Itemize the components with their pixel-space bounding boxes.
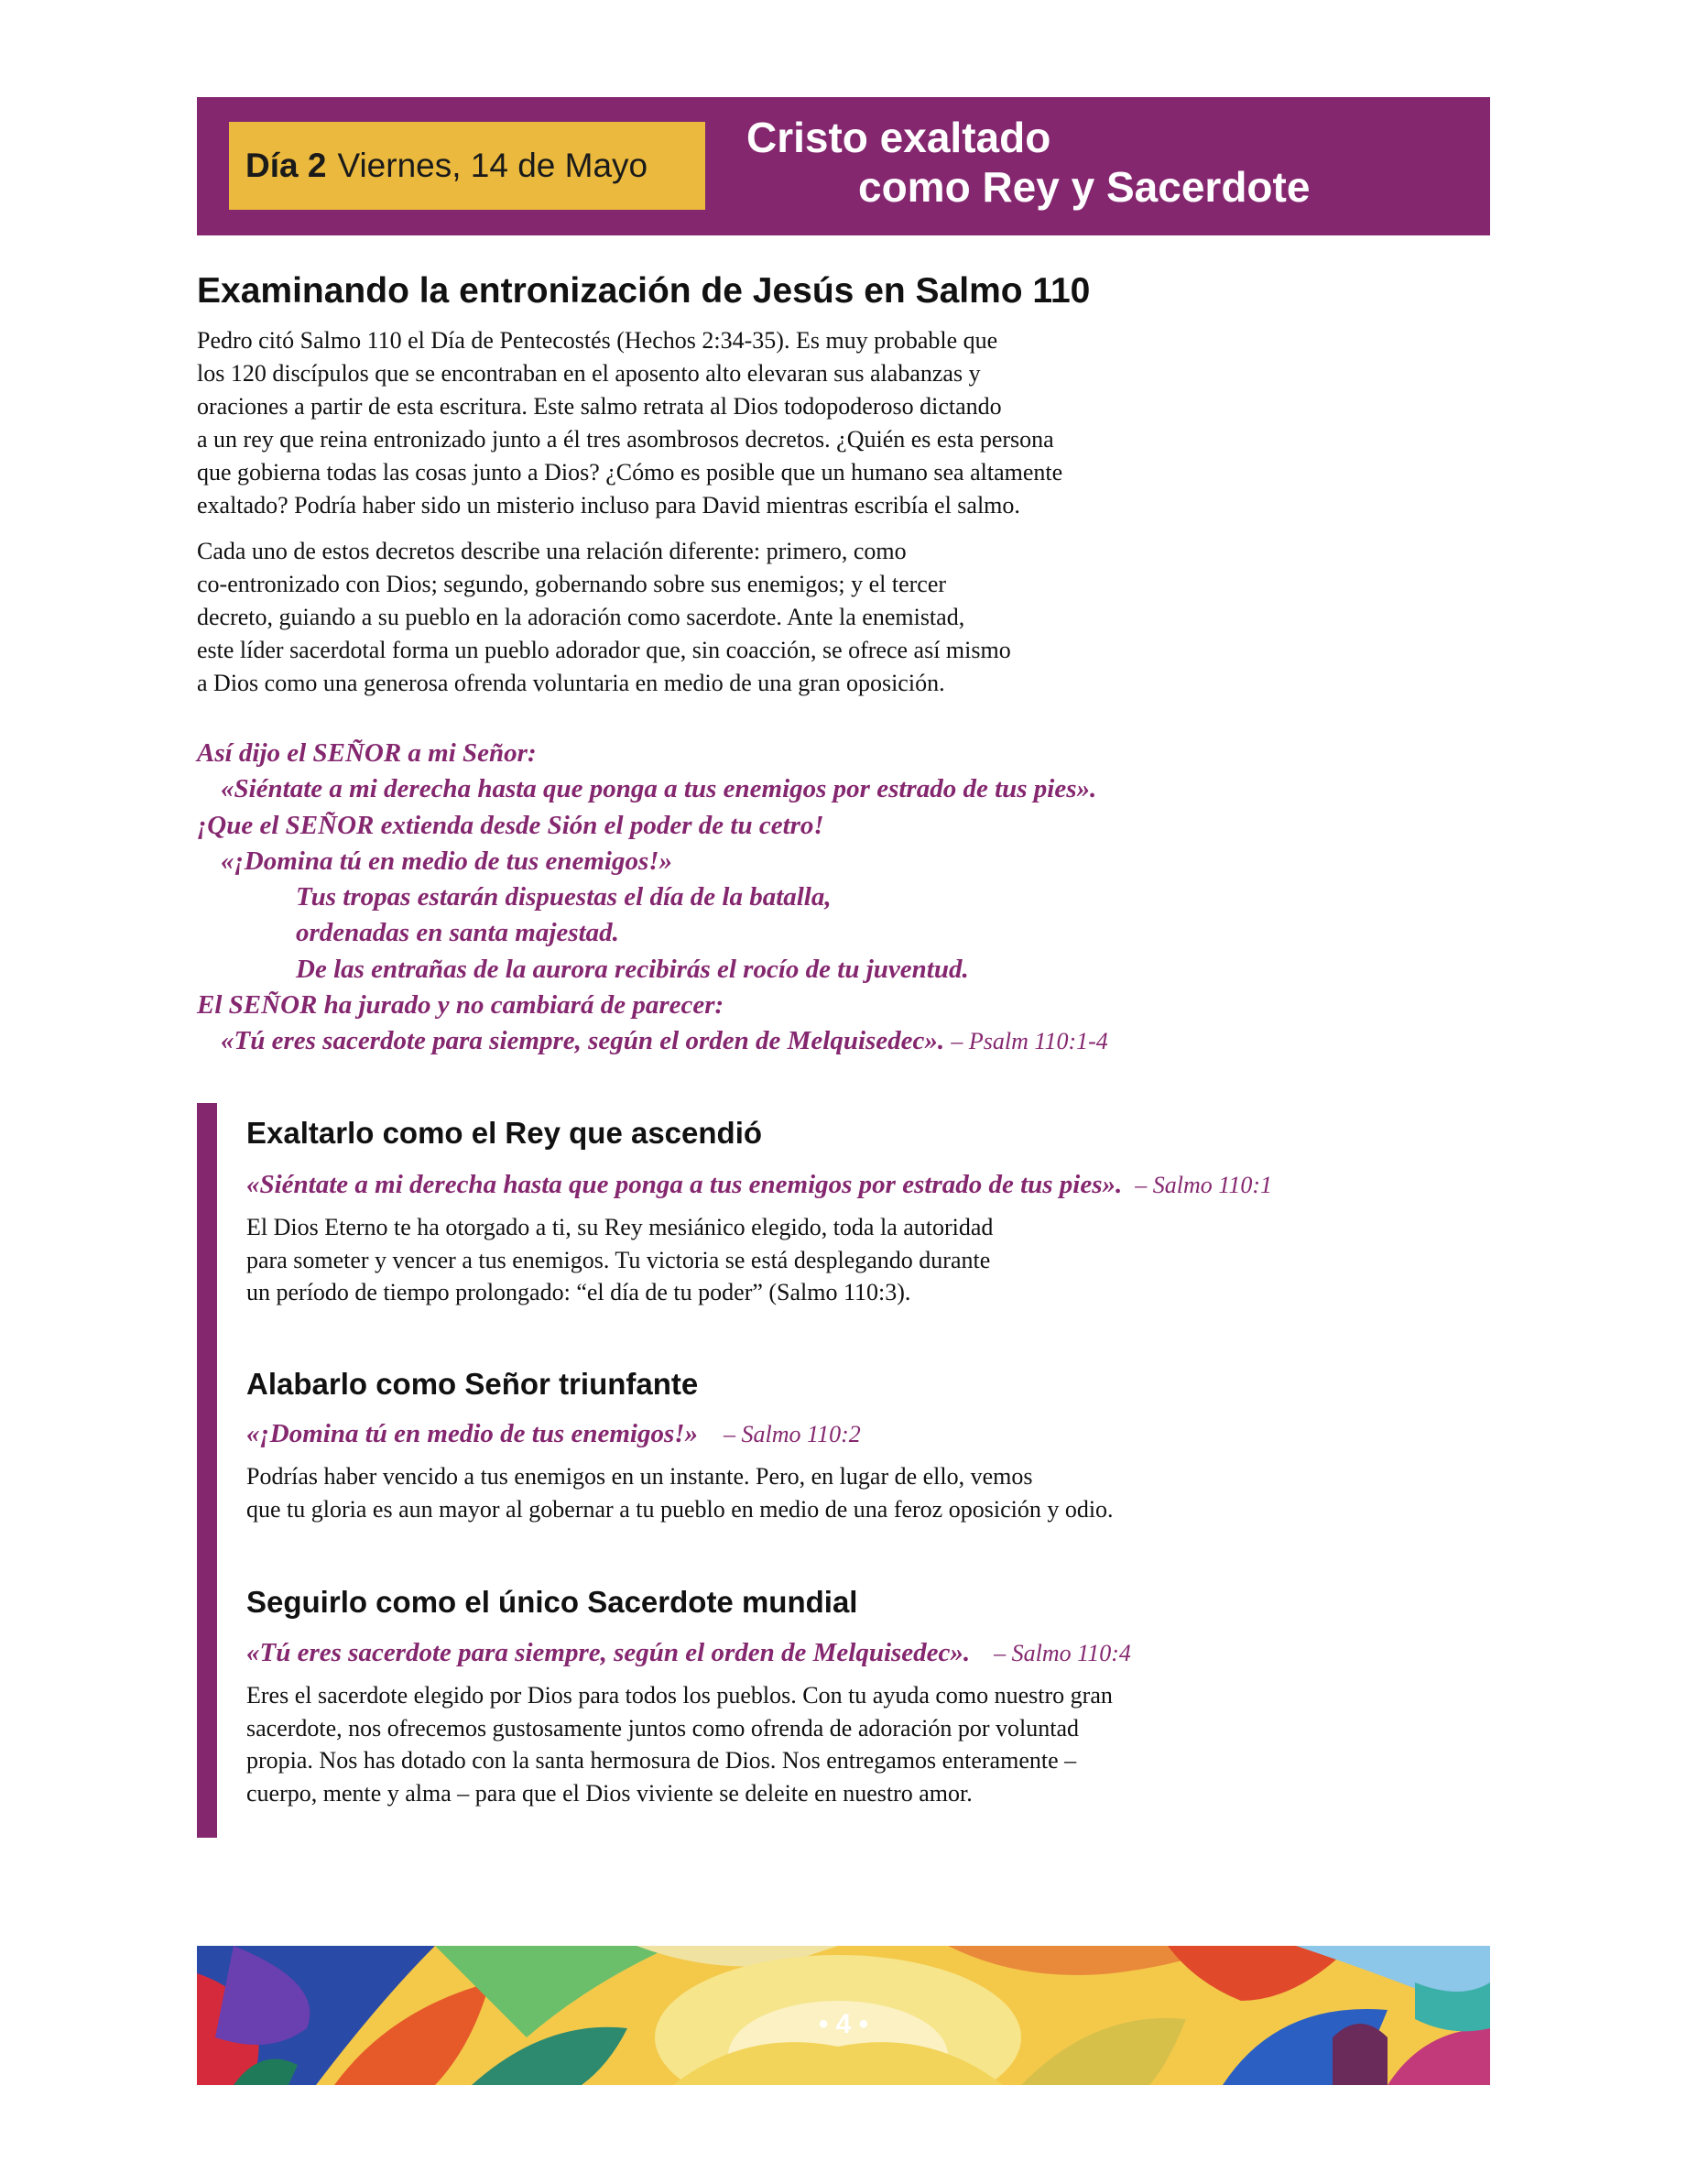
text-line: exaltado? Podría haber sido un misterio incluso para David mientras escribía el salmo.	[197, 492, 1020, 519]
section-title: Exaltarlo como el Rey que ascendió	[246, 1116, 763, 1150]
text-line: Pedro citó Salmo 110 el Día de Pentecostés (Hechos 2:34-35). Es muy probable que	[197, 327, 998, 354]
text-line: a Dios como una generosa ofrenda voluntaria en medio de una gran oposición.	[197, 670, 945, 696]
text-line: un período de tiempo prolongado: “el día de tu poder” (Salmo 110:3).	[246, 1279, 911, 1305]
text-line: oraciones a partir de esta escritura. Este salmo retrata al Dios todopoderoso dictando	[197, 393, 1002, 420]
text-line: este líder sacerdotal forma un pueblo adorador que, sin coacción, se ofrece así mismo	[197, 637, 1011, 663]
section-title: Alabarlo como Señor triunfante	[246, 1367, 699, 1401]
section-quote-reference: – Salmo 110:2	[724, 1421, 861, 1447]
psalm-line: «Siéntate a mi derecha hasta que ponga a tus enemigos por estrado de tus pies».	[221, 774, 1097, 804]
psalm-reference: – Psalm 110:1-4	[951, 1028, 1108, 1055]
section-title: Seguirlo como el único Sacerdote mundial	[246, 1585, 858, 1619]
intro-heading: Examinando la entronización de Jesús en Salmo 110	[197, 271, 1091, 311]
section-quote-reference: – Salmo 110:1	[1135, 1172, 1272, 1198]
text-line: Podrías haber vencido a tus enemigos en un instante. Pero, en lugar de ello, vemos	[246, 1463, 1033, 1490]
section-accent-bar	[197, 1103, 217, 1838]
text-line: co-entronizado con Dios; segundo, gobernando sobre sus enemigos; y el tercer	[197, 571, 947, 597]
psalm-line: Tus tropas estarán dispuestas el día de la batalla,	[296, 882, 832, 912]
psalm-line: «¡Domina tú en medio de tus enemigos!»	[221, 846, 673, 876]
text-line: Eres el sacerdote elegido por Dios para todos los pueblos. Con tu ayuda como nuestro gran	[246, 1682, 1113, 1709]
section-body	[246, 1211, 993, 1309]
psalm-line-last	[197, 1023, 1108, 1059]
psalm-line: «Tú eres sacerdote para siempre, según el orden de Melquisedec».	[221, 1026, 945, 1056]
text-line: que gobierna todas las cosas junto a Dios? ¿Cómo es posible que un humano sea altamente	[197, 459, 1063, 486]
day-badge	[229, 122, 705, 210]
day-date: Viernes, 14 de Mayo	[337, 147, 648, 184]
section-quote	[246, 1419, 861, 1449]
psalm-line: Así dijo el SEÑOR a mi Señor:	[197, 738, 537, 768]
section-quote	[246, 1170, 1272, 1200]
section-quote	[246, 1638, 1131, 1668]
text-line: a un rey que reina entronizado junto a él tres asombrosos decretos. ¿Quién es esta persona	[197, 426, 1054, 453]
text-line: propia. Nos has dotado con la santa hermosura de Dios. Nos entregamos enteramente –	[246, 1747, 1077, 1774]
page-title-line2: como Rey y Sacerdote	[858, 163, 1311, 211]
psalm-line: De las entrañas de la aurora recibirás el rocío de tu juventud.	[296, 954, 969, 984]
text-line: que tu gloria es aun mayor al gobernar a tu pueblo en medio de una feroz oposición y odio.	[246, 1495, 1114, 1523]
psalm-line: El SEÑOR ha jurado y no cambiará de parecer:	[197, 990, 724, 1021]
psalm-quote	[197, 736, 1108, 1060]
text-line: Cada uno de estos decretos describe una relación diferente: primero, como	[197, 538, 907, 564]
section-quote-text: «Tú eres sacerdote para siempre, según el orden de Melquisedec».	[246, 1638, 971, 1667]
text-line: para someter y vencer a tus enemigos. Tu victoria se está desplegando durante	[246, 1246, 991, 1273]
intro-paragraph-2	[197, 535, 1011, 700]
text-line: sacerdote, nos ofrecemos gustosamente juntos como ofrenda de adoración por voluntad	[246, 1714, 1079, 1742]
text-line: los 120 discípulos que se encontraban en el aposento alto elevaran sus alabanzas y	[197, 360, 981, 387]
header-banner	[197, 97, 1490, 235]
text-line: El Dios Eterno te ha otorgado a ti, su Rey mesiánico elegido, toda la autoridad	[246, 1214, 994, 1240]
section-quote-reference: – Salmo 110:4	[994, 1640, 1131, 1666]
section-body	[246, 1679, 1113, 1809]
text-line: cuerpo, mente y alma – para que el Dios viviente se deleite en nuestro amor.	[246, 1779, 973, 1807]
psalm-line: ¡Que el SEÑOR extienda desde Sión el poder de tu cetro!	[197, 810, 824, 840]
text-line: decreto, guiando a su pueblo en la adoración como sacerdote. Ante la enemistad,	[197, 604, 965, 630]
intro-paragraph-1	[197, 324, 1062, 522]
section-quote-text: «Siéntate a mi derecha hasta que ponga a tus enemigos por estrado de tus pies».	[246, 1170, 1123, 1199]
section-body	[246, 1460, 1114, 1525]
page-title-line1: Cristo exaltado	[746, 114, 1051, 161]
page-number: • 4 •	[818, 2009, 869, 2039]
psalm-line: ordenadas en santa majestad.	[296, 918, 619, 948]
day-label: Día 2	[245, 147, 327, 184]
section-quote-text: «¡Domina tú en medio de tus enemigos!»	[246, 1419, 699, 1448]
